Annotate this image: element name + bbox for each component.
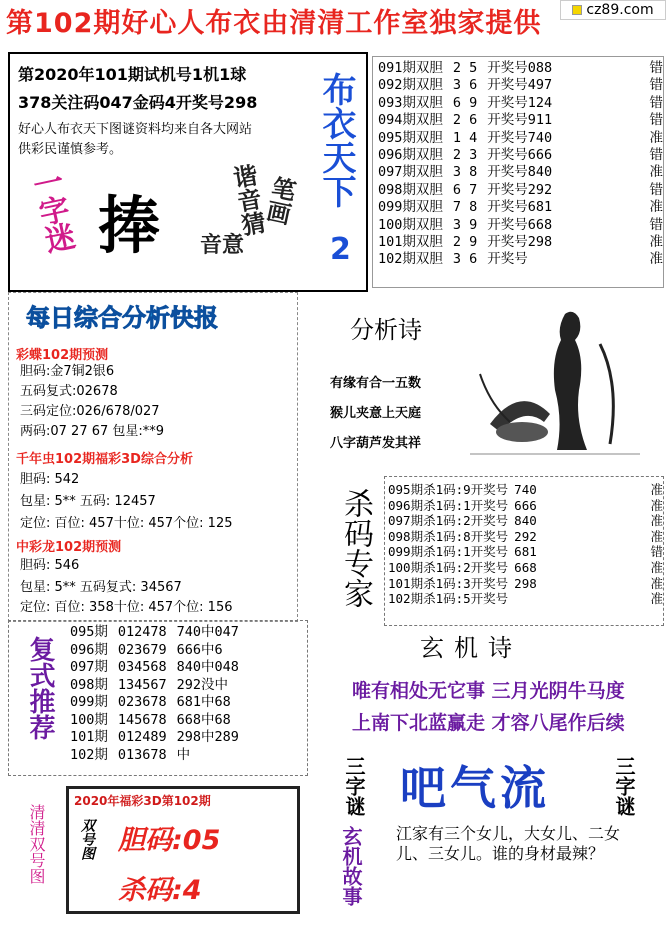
kill-num: 1开奖号 — [463, 544, 509, 560]
fushi-nums: 023679 — [117, 641, 167, 658]
fushi-nums: 013678 — [117, 746, 167, 763]
history-status: 准 — [649, 234, 663, 251]
history-nums: 7 8 — [452, 199, 478, 216]
kill-status: 准 — [650, 591, 663, 607]
kill-period: 099期杀1码: — [388, 544, 464, 560]
daily-s3-line-1: 胆码: 546 — [20, 558, 80, 573]
history-nums: 2 3 — [452, 147, 478, 164]
poem-illustration-icon — [470, 304, 640, 460]
daily-s1-line-4: 两码:07 27 67 包星:**9 — [20, 424, 165, 439]
fushi-list — [70, 624, 308, 764]
fushi-title: 复式推荐 — [25, 636, 55, 740]
daily-s3-title: 中彩龙102期预测 — [16, 540, 122, 555]
daily-s3-line-3: 定位: 百位: 358十位: 457个位: 156 — [20, 600, 233, 615]
kill-period: 101期杀1码: — [388, 575, 464, 591]
poem-line-2: 猴儿夹意上天庭 — [330, 406, 422, 421]
fushi-result: 840中048 — [176, 659, 239, 675]
kill-title: 杀码专家 — [338, 488, 373, 608]
daily-banner: 每日综合分析快报 — [26, 304, 218, 332]
history-period: 098期双胆 — [378, 181, 443, 198]
history-draw: 开奖号666 — [487, 147, 553, 164]
kill-list — [388, 482, 663, 607]
kill-num: 8开奖号 — [463, 528, 509, 544]
history-row — [378, 251, 663, 268]
kill-row — [388, 591, 663, 607]
history-draw: 开奖号497 — [487, 77, 553, 94]
fushi-row — [70, 712, 308, 730]
fushi-row — [70, 729, 308, 747]
daily-s2-line-2: 包星: 5** 五码: 12457 — [20, 494, 156, 509]
kill-num: 5开奖号 — [463, 591, 509, 607]
test-line-4: 供彩民谨慎参考。 — [18, 142, 123, 157]
history-period: 099期双胆 — [378, 199, 443, 216]
fushi-nums: 145678 — [117, 711, 167, 728]
history-nums: 1 4 — [452, 129, 478, 146]
fushi-result: 668中68 — [176, 711, 231, 728]
double-box-title: 2020年福彩3D第102期 — [74, 794, 211, 808]
history-draw: 开奖号740 — [487, 129, 553, 146]
double-sha: 杀码:4 — [118, 875, 202, 906]
fushi-nums: 012489 — [117, 729, 167, 745]
test-line-1: 第2020年101期试机号1机1球 — [18, 65, 247, 84]
history-row — [378, 130, 663, 147]
riddle-hint-a: 谐音猜 — [226, 162, 268, 238]
history-period: 096期双胆 — [378, 147, 443, 164]
fushi-nums: 023678 — [117, 694, 167, 710]
kill-draw: 681 — [514, 544, 537, 560]
history-draw: 开奖号124 — [487, 94, 553, 111]
poem-line-1: 有缘有合一五数 — [330, 376, 422, 391]
kill-period: 097期杀1码: — [388, 513, 464, 529]
history-nums: 2 6 — [452, 112, 478, 129]
history-nums: 3 6 — [452, 77, 478, 94]
xuanji-line-1: 唯有相处无它事 三月光阴牛马度 — [352, 680, 625, 702]
kill-row — [388, 544, 663, 560]
fushi-result: 681中68 — [176, 694, 231, 710]
double-dan: 胆码:05 — [118, 825, 221, 856]
kill-status: 错 — [650, 544, 663, 560]
brand-number: 2 — [330, 232, 351, 267]
page-title: 第102期好心人布衣由清清工作室独家提供 — [6, 8, 542, 39]
history-draw: 开奖号840 — [487, 164, 553, 181]
history-status: 错 — [649, 77, 663, 94]
fushi-row — [70, 659, 308, 677]
fushi-period: 097期 — [70, 659, 108, 675]
riddle-hint-c: 音意 — [200, 233, 245, 258]
kill-status: 准 — [650, 575, 663, 591]
history-draw: 开奖号668 — [487, 216, 553, 233]
fushi-nums: 034568 — [117, 659, 167, 675]
kill-num: 1开奖号 — [463, 497, 509, 513]
kill-row — [388, 560, 663, 576]
kill-num: 3开奖号 — [463, 575, 509, 591]
kill-status: 准 — [650, 513, 663, 529]
kill-draw: 840 — [514, 513, 537, 529]
history-status: 错 — [649, 216, 663, 233]
fushi-row — [70, 747, 308, 765]
kill-period: 095期杀1码: — [388, 482, 464, 497]
history-period: 102期双胆 — [378, 251, 443, 268]
fushi-result: 中 — [176, 746, 191, 763]
fushi-result: 666中6 — [176, 641, 223, 658]
kill-period: 102期杀1码: — [388, 591, 464, 607]
fushi-period: 096期 — [70, 641, 108, 658]
fushi-period: 098期 — [70, 676, 108, 693]
poem-title: 分析诗 — [350, 316, 422, 344]
three-word-label-right: 三字谜 — [612, 756, 636, 816]
history-status: 错 — [649, 94, 663, 111]
history-row — [378, 95, 663, 112]
history-nums: 3 9 — [452, 216, 478, 233]
history-period: 101期双胆 — [378, 234, 443, 251]
kill-draw: 740 — [514, 482, 537, 497]
fushi-period: 102期 — [70, 746, 108, 763]
history-nums: 2 9 — [452, 234, 478, 251]
kill-period: 096期杀1码: — [388, 497, 464, 513]
history-status: 错 — [649, 147, 663, 164]
history-draw: 开奖号911 — [487, 112, 553, 129]
test-line-3: 好心人布衣天下图谜资料均来自各大网站 — [18, 122, 253, 137]
kill-draw: 292 — [514, 528, 537, 544]
fushi-nums: 134567 — [117, 676, 167, 693]
history-row — [378, 182, 663, 199]
fushi-period: 100期 — [70, 711, 108, 728]
kill-draw: 298 — [514, 575, 537, 591]
site-logo[interactable] — [560, 0, 666, 20]
history-nums: 3 6 — [452, 251, 478, 268]
logo-square-icon — [572, 5, 582, 15]
kill-row — [388, 529, 663, 545]
history-row — [378, 112, 663, 129]
fushi-result: 292没中 — [176, 676, 229, 693]
riddle-hint-b: 笔画 — [260, 173, 298, 227]
history-period: 092期双胆 — [378, 77, 443, 94]
history-row — [378, 217, 663, 234]
fushi-period: 101期 — [70, 729, 108, 745]
xuanji-title: 玄机诗 — [420, 634, 522, 662]
one-word-riddle-label: 一字迷 — [24, 165, 77, 255]
fushi-result: 740中047 — [176, 624, 239, 640]
xuanji-line-2: 上南下北蓝赢走 才容八尾作后续 — [352, 712, 625, 734]
daily-s2-line-3: 定位: 百位: 457十位: 457个位: 125 — [20, 516, 233, 531]
kill-status: 准 — [650, 559, 663, 575]
kill-num: 2开奖号 — [463, 513, 509, 529]
history-row — [378, 234, 663, 251]
history-row — [378, 199, 663, 216]
story-text: 江家有三个女儿，大女儿、二女儿、三女儿。谁的身材最辣？ — [396, 824, 621, 863]
history-period: 100期双胆 — [378, 216, 443, 233]
fushi-row — [70, 624, 308, 642]
history-list — [378, 60, 663, 269]
three-word-answer: 吧气流 — [400, 761, 550, 815]
daily-s2-line-1: 胆码: 542 — [20, 472, 80, 487]
history-status: 准 — [649, 251, 663, 268]
history-status: 错 — [649, 181, 663, 198]
history-row — [378, 60, 663, 77]
history-status: 准 — [649, 129, 663, 146]
daily-s1-title: 彩蝶102期预测 — [16, 348, 109, 363]
double-side-label: 清清双号图 — [27, 804, 46, 884]
kill-num: 9开奖号 — [463, 482, 509, 497]
fushi-period: 095期 — [70, 624, 108, 640]
history-draw: 开奖号292 — [487, 181, 553, 198]
test-line-2: 378关注码047金码4开奖号298 — [18, 93, 258, 112]
history-status: 准 — [649, 164, 663, 181]
history-row — [378, 164, 663, 181]
history-draw: 开奖号681 — [487, 199, 553, 216]
history-period: 097期双胆 — [378, 164, 443, 181]
history-status: 错 — [649, 60, 663, 76]
daily-s3-line-2: 包星: 5** 五码复式: 34567 — [20, 580, 182, 595]
history-status: 错 — [649, 112, 663, 129]
kill-draw: 668 — [514, 559, 537, 575]
history-nums: 6 9 — [452, 94, 478, 111]
fushi-period: 099期 — [70, 694, 108, 710]
history-nums: 6 7 — [452, 181, 478, 198]
history-nums: 3 8 — [452, 164, 478, 181]
kill-period: 100期杀1码: — [388, 559, 464, 575]
history-draw: 开奖号298 — [487, 234, 553, 251]
brand-name: 布衣天下 — [316, 72, 356, 208]
history-row — [378, 147, 663, 164]
fushi-result: 298中289 — [176, 729, 239, 745]
history-period: 093期双胆 — [378, 94, 443, 111]
story-title: 玄机故事 — [339, 826, 363, 906]
kill-status: 准 — [650, 497, 663, 513]
history-draw: 开奖号088 — [487, 60, 553, 76]
site-logo-text: cz89.com — [586, 2, 654, 18]
poem-line-3: 八字葫芦发其祥 — [330, 436, 422, 451]
kill-row — [388, 482, 663, 498]
history-period: 094期双胆 — [378, 112, 443, 129]
fushi-row — [70, 694, 308, 712]
three-word-label-left: 三字谜 — [342, 756, 366, 816]
kill-status: 准 — [650, 528, 663, 544]
double-tag: 双号图 — [79, 818, 95, 860]
fushi-row — [70, 677, 308, 695]
history-nums: 2 5 — [452, 60, 478, 76]
history-row — [378, 77, 663, 94]
history-period: 091期双胆 — [378, 60, 443, 76]
kill-row — [388, 576, 663, 592]
history-draw: 开奖号 — [487, 251, 528, 268]
history-period: 095期双胆 — [378, 129, 443, 146]
kill-draw: 666 — [514, 497, 537, 513]
riddle-big-char: 捧 — [98, 189, 161, 262]
kill-period: 098期杀1码: — [388, 528, 464, 544]
daily-s2-title: 千年虫102期福彩3D综合分析 — [16, 452, 193, 467]
fushi-row — [70, 642, 308, 660]
history-status: 准 — [649, 199, 663, 216]
kill-row — [388, 513, 663, 529]
kill-num: 2开奖号 — [463, 559, 509, 575]
kill-status: 准 — [650, 482, 663, 497]
daily-s1-line-3: 三码定位:026/678/027 — [20, 404, 160, 419]
daily-s1-line-2: 五码复式:02678 — [20, 384, 118, 399]
fushi-nums: 012478 — [117, 624, 167, 640]
daily-s1-line-1: 胆码:金7铜2银6 — [20, 364, 115, 379]
kill-row — [388, 498, 663, 514]
